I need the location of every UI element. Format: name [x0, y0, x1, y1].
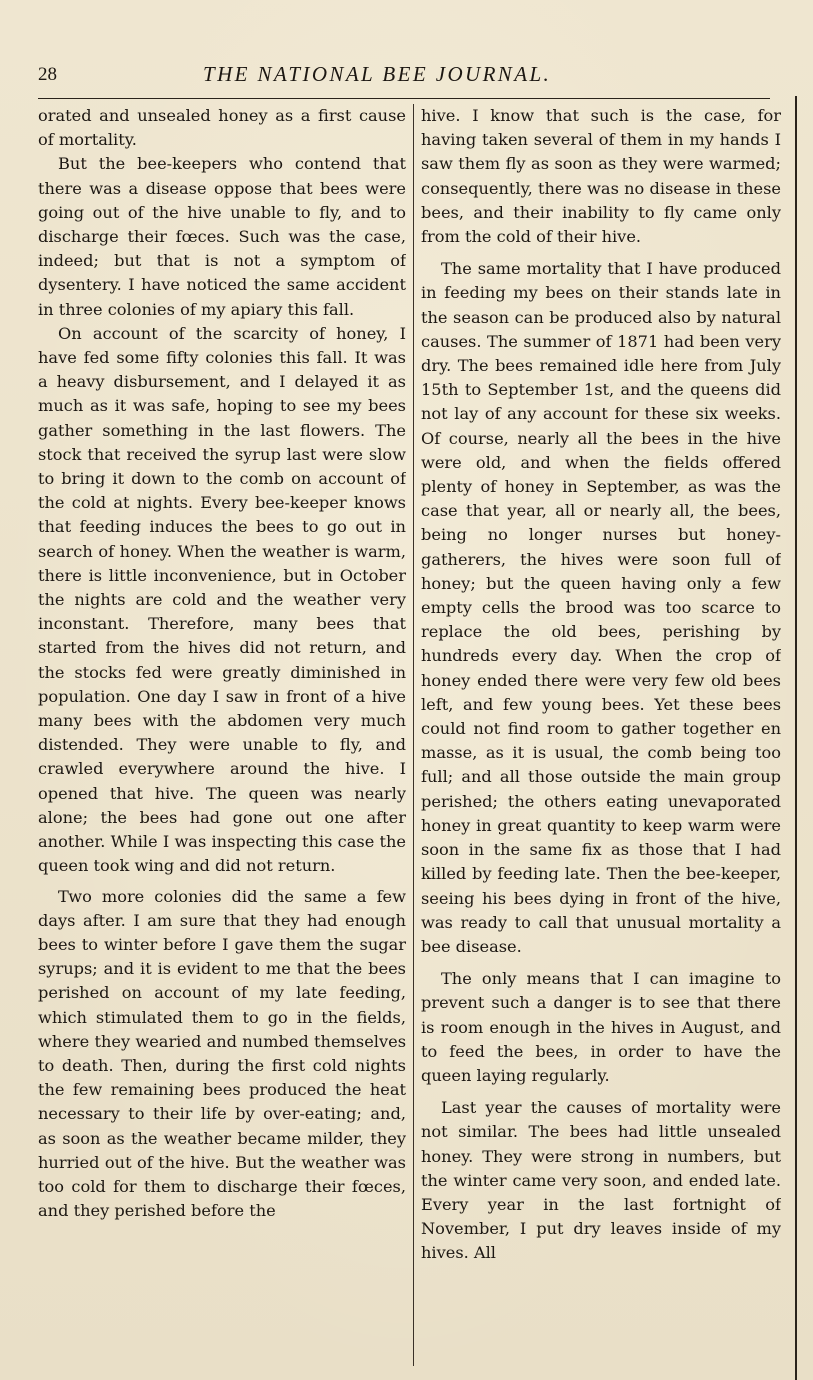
paragraph: The same mortality that I have produced in feeding my bees on their stands late in the season can be produced also by natural causes. The summer of 1871 had been very dry. The bees remained idle here from July 15th to September 1st, and the queens did not lay of any account for these six weeks. Of course, nearly all the bees in the hive were old, and when the fields offered plenty of honey in September, as was the case that year, all or nearly all, the bees, being no longer nurses but honey-gatherers, the hives were soon full of honey; but the queen having only a few empty cells the brood was too scarce to replace the old bees, perishing by hundreds every day. When the crop of honey ended there were very few old bees left, and few young bees. Yet these bees could not find room to gather together en masse, as it is usual, the comb being too full; and all those outside the main group perished; the others eating unevaporated honey in great quantity to keep warm were soon in the same fix as those that I had killed by feeding late. Then the bee-keeper, seeing his bees dying in front of the hive, was ready to call that unusual mortality a bee disease.	[421, 259, 781, 956]
page-header	[38, 60, 778, 94]
paragraph: Last year the causes of mortality were not similar. The bees had little unsealed honey. They were strong in numbers, but the winter came very soon, and ended late. Every year in the last fortnight of November, I put dry leaves inside of my hives. All	[421, 1098, 781, 1263]
header-rule	[38, 98, 770, 99]
paragraph: But the bee-keepers who contend that there was a disease oppose that bees were going out of the hive unable to fly, and to discharge their fœces. Such was the case, indeed; but that is not a symptom of dysentery. I have noticed the same accident in three colonies of my apiary this fall.	[38, 154, 406, 319]
page-gutter-edge	[795, 96, 797, 1380]
paragraph-continued: orated and unsealed honey as a first cause of mortality.	[38, 106, 406, 150]
right-column	[421, 104, 781, 1370]
paragraph: Two more colonies did the same a few days after. I am sure that they had enough bees to winter before I gave them the sugar syrups; and it is evident to me that the bees perished on account of my late feeding, which stimulated them to go in the fields, where they wearied and numbed themselves to death. Then, during the first cold nights the few remaining bees produced the heat necessary to their life by over-eating; and, as soon as the weather became milder, they hurried out of the hive. But the weather was too cold for them to discharge their fœces, and they perished before the	[38, 886, 406, 1221]
paragraph: On account of the scarcity of honey, I have fed some fifty colonies this fall. It was a heavy disbursement, and I delayed it as much as it was safe, hoping to see my bees gather something in the last flowers. The stock that received the syrup last were slow to bring it down to the comb on account of the cold at nights. Every bee-keeper knows that feeding induces the bees to go out in search of honey. When the weather is warm, there is little inconvenience, but in October the nights are cold and the weather very inconstant. Therefore, many bees that started from the hives did not return, and the stocks fed were greatly diminished in population. One day I saw in front of a hive many bees with the abdomen very much distended. They were unable to fly, and crawled everywhere around the hive. I opened that hive. The queen was nearly alone; the bees had gone out one after another. While I was inspecting this case the queen took wing and did not return.	[38, 323, 406, 876]
page-number: 28	[38, 64, 57, 85]
paragraph-continued: hive. I know that such is the case, for having taken several of them in my hands I saw them fly as soon as they were warmed; consequently, there was no disease in these bees, and their inability to fly came only from the cold of their hive.	[421, 106, 781, 247]
column-divider	[413, 104, 414, 1366]
paragraph: The only means that I can imagine to prevent such a danger is to see that there is room enough in the hives in August, and to feed the bees, in order to have the queen laying regularly.	[421, 969, 781, 1085]
running-title: THE NATIONAL BEE JOURNAL.	[203, 62, 552, 86]
left-column	[38, 104, 406, 1370]
